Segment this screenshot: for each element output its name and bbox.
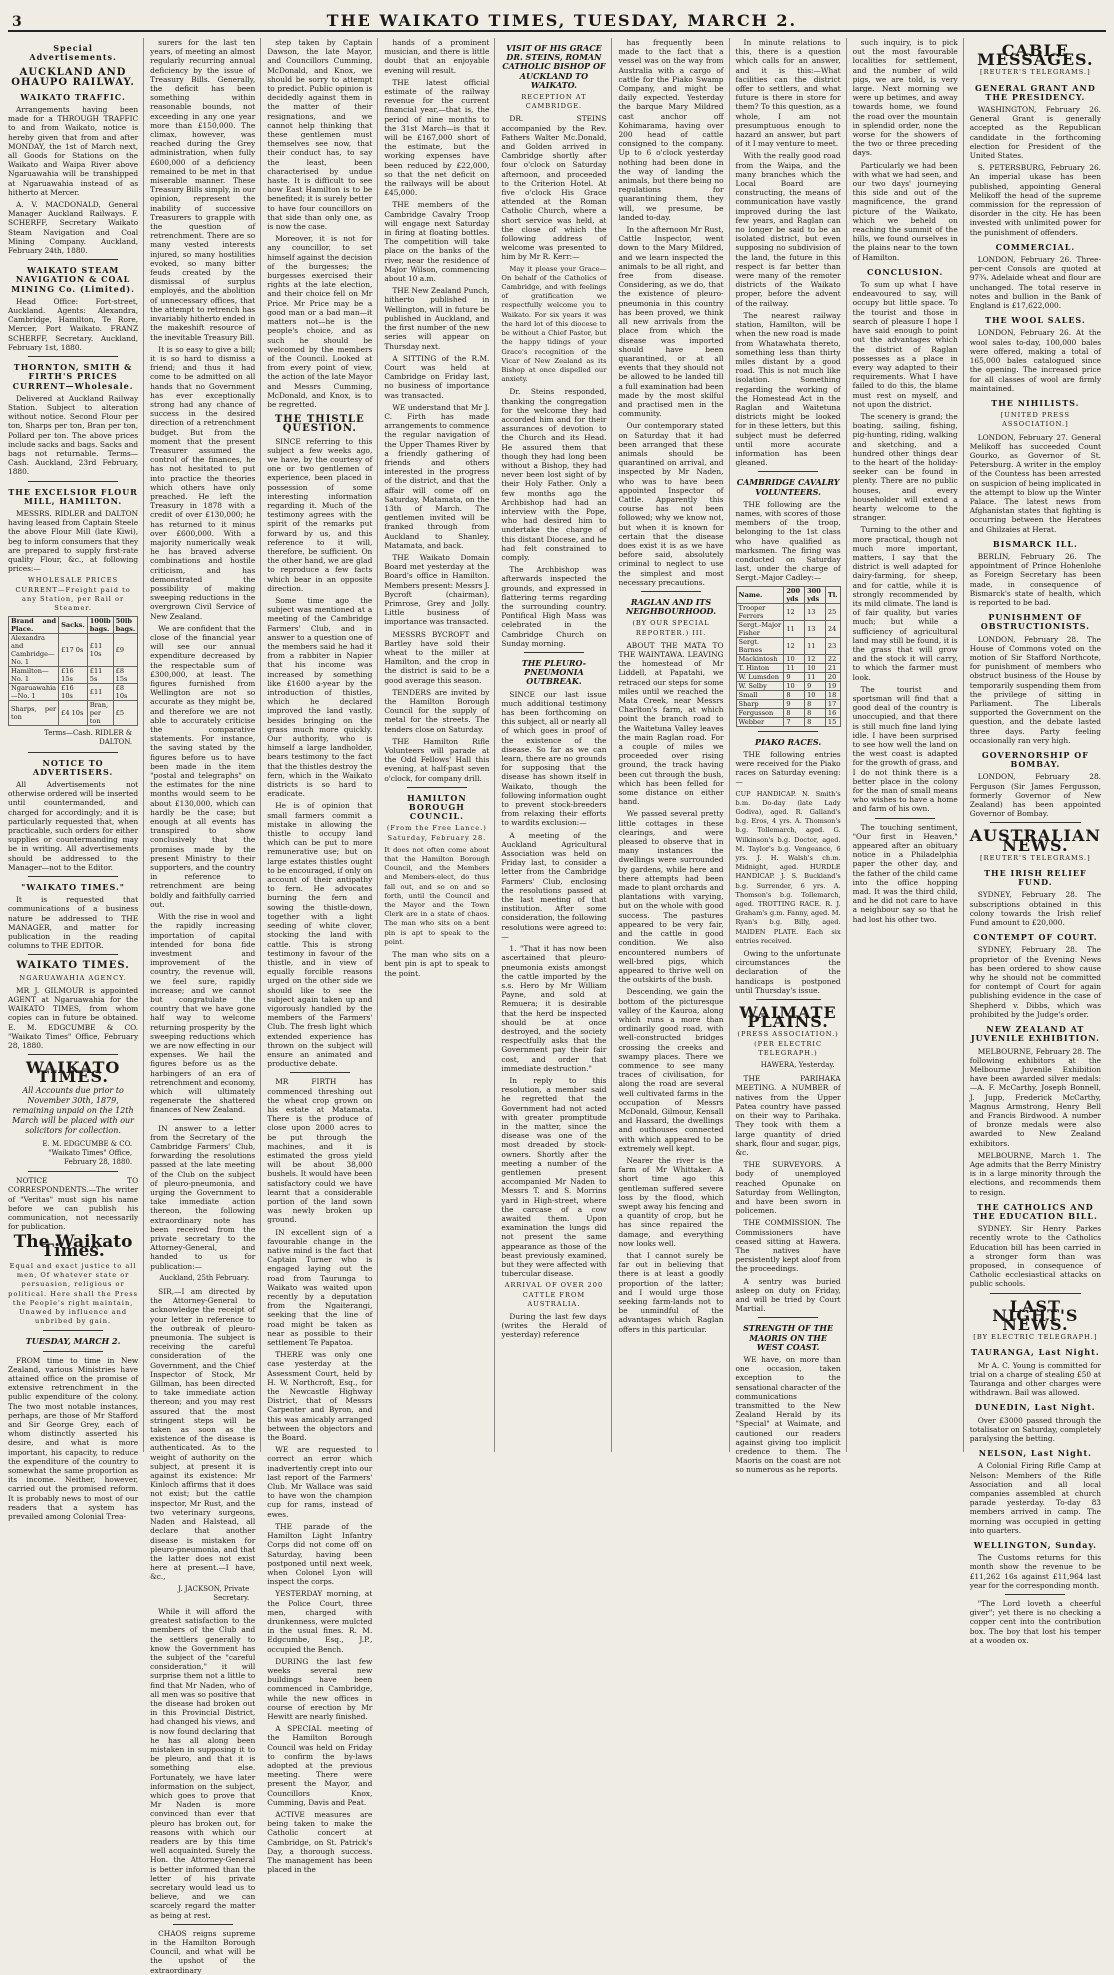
article-paragraph: WE have, on more than one occasion, taken exception to the sensational character of the communications transmitted to the New Zealand Herald by its "Special" at Waimate, and cautioned our readers against giving too implicit credence to them. The Maoris on the coast are not so numerous as he reports. xyxy=(735,1354,841,1475)
table-row xyxy=(9,634,138,667)
table-cell: 18 xyxy=(825,690,840,699)
news-note: THE parade of the Hamilton Light Infantry Corps did not come off on Saturday, having been postponed until next week, when Colonel Lyon will inspect the corps. xyxy=(267,1521,373,1587)
price-table-header xyxy=(9,617,138,634)
article-paragraph: To sum up what I have endeavoured to say, will occupy but little space. To the tourist and those in search of pleasure I hope I have said enough to point out the advantages which the district of Raglan possesses as a place in every way adapted to their requirements. What I have failed to do this, the blame must rest on myself, and not upon the district. xyxy=(852,280,958,409)
divider xyxy=(756,999,821,1000)
article-paragraph: In reply to this resolution, a member said he regretted that the Government had not acted with greater promptitude in the matter, since the disease was one of the most dreaded by stock-owners. Shortly after the meeting a number of the gentlemen present accompanied Mr Naden to Messrs T. and S. Morrins yard in High-street, where the carcase of a cow awaited them. Upon examination the lungs did not present the same appearance as those of the beast previously examined, but they were affected with tubercular disease. xyxy=(501,1075,607,1279)
article-paragraph: A meeting of the Auckland Agricultural Association was held on Friday last, to consider a letter from the Cambridge Farmers' Club, enclosing the resolutions passed at the last meeting of that institution. After some consideration, the following resolutions were agreed to:— xyxy=(501,830,607,941)
table-header-cell: Sacks. xyxy=(59,617,88,634)
news-note: THE Waikato Domain Board met yesterday at the Board's office in Hamilton. Members present: Messrs J. Bycroft (chairman), Primrose, Grey and Jolly. Little business of importance was transacted. xyxy=(384,552,490,627)
obstruction-heading: PUNISHMENT OF OBSTRUCTIONISTS. xyxy=(980,612,1090,632)
letter-date: Auckland, 25th February. xyxy=(159,1273,250,1282)
pleuro-heading: THE PLEURO-PNEUMONIA OUTBREAK. xyxy=(521,658,587,687)
nihilists-heading: THE NIHILISTS. xyxy=(991,397,1080,408)
cavalry-score-table xyxy=(736,586,841,727)
table-cell: Small xyxy=(736,690,784,699)
divider xyxy=(28,259,118,260)
cable-item: The Customs returns for this month show the revenue to be £11,262 16s against £11,964 last year for the corresponding month. xyxy=(969,1553,1102,1590)
table-row xyxy=(736,681,840,690)
excelsior-heading: THE EXCELSIOR FLOUR MILL, HAMILTON. xyxy=(8,486,138,506)
news-note: hands of a prominent musician, and there is little doubt that an enjoyable evening will result. xyxy=(384,38,490,75)
visit-subheading: RECEPTION AT CAMBRIDGE. xyxy=(521,93,587,111)
accounts-signature: E. M. EDGCUMBE & CO. "Waikato Times" Office, February 28, 1880. xyxy=(42,1139,133,1167)
contempt-heading: CONTEMPT OF COURT. xyxy=(973,932,1098,943)
article-paragraph: With the rise in wool and the rapidly increasing importation of capital intended for bona fide investment and improvement of the country, the revenue will, we feel sure, rapidly increase; and we cannot but congratulate the country that we have gone half way to welcome returning prosperity by the sweeping reductions which we are now effecting in our expenses. We hail the figures before us as the harbingers of an era of retrenchment and economy, which will ultimately regenerate the shattered finances of New Zealand. xyxy=(150,912,256,1115)
article-paragraph: THE following entries were received for the Piako races on Saturday evening:— xyxy=(735,749,841,787)
article-paragraph: Descending, we gain the bottom of the picturesque valley of the Kauroa, along which runs a more than ordinarily good road, with well-constructed bridges crossing the creeks and swampy places. There we commence to see many traces of civilisation, for along the road are several well cultivated farms in the occupation of Messrs McDonald, Gilmour, Kensall and Hassard, the dwellings and outhouses connected with which appeared to be extremely well kept. xyxy=(618,987,724,1153)
article-paragraph: has frequently been made to the fact that a vessel was on the way from Australia with a cargo of cattle for the Piako Swamp Company, and might be daily expected. Yesterday the barque Mary Mildred cast anchor off Kohimarama, having over 200 head of cattle consigned to the company. Up to 6 o'clock yesterday nothing had been done in the way of landing the animals, but there being no regulations for quarantining them, they will, we presume, be landed to-day. xyxy=(618,38,724,222)
table-cell: 25 xyxy=(825,603,840,620)
bismarck-heading: BISMARCK ILL. xyxy=(992,538,1078,549)
table-header-cell: 300 yds xyxy=(805,586,826,603)
article-paragraph: THE SURVEYORS. A body of unemployed reached Opunake on Saturday from Wellington, and have been sworn in policemen. xyxy=(735,1160,841,1216)
table-cell: 21 xyxy=(825,663,840,672)
article-paragraph: The Archbishop was afterwards inspected the grounds, and expressed in flattering terms regarding the surrounding country. Pontifical High Mass was celebrated in the Cambridge Church on Sunday morning. xyxy=(501,565,607,648)
wellington-heading: WELLINGTON, Sunday. xyxy=(973,1540,1097,1551)
table-cell: £8 10s xyxy=(113,684,138,701)
table-cell: T. Hinton xyxy=(736,663,784,672)
divider xyxy=(990,822,1081,823)
table-cell: £11 5s xyxy=(87,667,113,684)
column-4 xyxy=(384,38,495,1452)
article-paragraph: ABOUT THE MATA TO THE WAINTAWA. LEAVING the homestead of Mr Liddell, at Papatahi, we retraced our steps for some miles until we reached the Mata Creek, near Messrs Charlton's farm, at which point the branch road to the Waitetuna Valley leaves the main Raglan road. For a couple of miles we proceeded over rising ground, the track having been cut through the bush, which has been felled for some distance on either hand. xyxy=(618,640,724,807)
table-row xyxy=(736,620,840,637)
nihilists-subheading: [UNITED PRESS ASSOCIATION.] xyxy=(1000,411,1070,429)
table-cell: 9 xyxy=(805,681,826,690)
divider xyxy=(28,356,118,357)
table-cell: 19 xyxy=(825,681,840,690)
article-paragraph: In minute relations to this, there is a question which calls for an answer, and it is this:—What facilities can the district offer to settlers, and what future is there in store for them? To this question, as a whole, I am not presumptuous enough to hazard an answer, but part of it I may venture to meet. xyxy=(735,38,841,149)
divider xyxy=(28,1054,118,1055)
news-note: MR FIRTH has commenced threshing out the wheat crop grown on his estate at Matamata. There is the produce of close upon 2000 acres to be put through the machines, and it is estimated the gross yield will be about 38,000 bushels. It would have been satisfactory could we have learnt that a considerable portion of the land sown was newly broken up ground. xyxy=(267,1077,373,1225)
waimate-heading: WAIMATE PLAINS. xyxy=(739,1003,837,1032)
cable-item: BERLIN, February 26. The appointment of Prince Hohenlohe as Foreign Secretary has been made, in consequence of Bismarck's state of health, which is reported to be bad. xyxy=(969,551,1102,607)
divider xyxy=(43,1330,103,1331)
divider xyxy=(28,876,118,877)
cable-item: MELBOURNE, March 1. The Age admits that the Berry Ministry is in a large minority through the elections, and recommends them to resign. xyxy=(969,1150,1102,1197)
table-row xyxy=(736,637,840,654)
masthead-title: THE WAIKATO TIMES, TUESDAY, MARCH 2. xyxy=(326,11,798,30)
divider xyxy=(28,752,118,753)
table-cell: Webber xyxy=(736,717,784,726)
race-entries: CUP HANDICAP. N. Smith's b.m. Do-day (late Lady Godiva), aged. R. Galland's b.g. Eros, 4 yrs. A. Thomson's b.g. Tollemarch, aged. G. Wilkinson's b.g. Doctor, aged. M. Taylor's b.g. Vengeance, 6 yrs. J. H. Walsh's ch.m. Midnight, aged. HURDLE HANDICAP. J. S. Buckland's b.g. Surrender, 6 yrs. A. Thomson's b.g. Tollemarch, aged. TROTTING RACE. R. J. Graham's g.m. Fanny, aged. M. Ryan's b.g. Billy, aged. MAIDEN PLATE. Each six entries received. xyxy=(735,789,841,945)
column-1 xyxy=(8,38,144,1521)
news-note: IN excellent sign of a favourable change in the native mind is the fact that Captain Turner who is engaged laying out the road from Taurunga to Waikato was waited upon recently by a deputation from the Ngaiterangi, seeking that the line of road might be taken as near as possible to their settlement Te Papatoa. xyxy=(267,1227,373,1348)
table-row xyxy=(736,672,840,681)
article-paragraph: DR. STEINS accompanied by the Rev. Fathers Walter Mc.Donald, and Golden arrived in Cambridge shortly after four o'clock on Saturday afternoon, and proceeded to the Criterion Hotel. At five o'clock His Grace attended at the Roman Catholic Church, where a short service was held, at the close of which the following address of welcome was presented to him by Mr R. Kerr:— xyxy=(501,114,607,262)
divider xyxy=(641,591,701,592)
divider xyxy=(758,471,818,472)
page-number: 3 xyxy=(12,14,22,30)
table-cell: Fergusson xyxy=(736,708,784,717)
divider xyxy=(875,818,935,819)
strength-heading: STRENGTH OF THE MAORIS ON THE WEST COAST. xyxy=(743,1323,834,1352)
table-cell: Mackintosh xyxy=(736,654,784,663)
table-header-cell: Name. xyxy=(736,586,784,603)
table-header-cell: Brand and Place. xyxy=(9,617,59,634)
waimate-subheading: (PRESS ASSOCIATION.) (PER ELECTRIC TELEGRAPH.) xyxy=(737,1030,839,1057)
table-cell: £11 10s xyxy=(87,634,113,667)
thornton-notice: Delivered at Auckland Railway Station. Subject to alteration without notice. Second Flour per ton, Sharps per ton, Bran per ton, Pollard per ton. The above prices include sacks and bags. Sacks and bags not returnable. Terms—Cash. Auckland, 23rd February, 1880. xyxy=(8,393,139,477)
divider xyxy=(28,1171,118,1172)
news-note: The man who sits on a bent pin is apt to speak to the point. xyxy=(384,950,490,978)
table-cell: 20 xyxy=(825,672,840,681)
raglan-subheading: (BY OUR SPECIAL REPORTER.) III. xyxy=(632,619,710,637)
date-heading: TUESDAY, MARCH 2. xyxy=(25,1336,121,1347)
article-paragraph: With the really good road from the Waipa, and the many branches which the Local Board are constructing, the means of communication have vastly improved during the last few years, and Raglan can no longer be said to be an isolated district, but even supposing no subdivision of the land, the future in this respect is far better than were many of the remoter districts of the Waikato proper, before the advent of the railway. xyxy=(735,151,841,308)
article-paragraph: It is so easy to give a bill; it is so hard to dismiss a friend; and thus it had come to be admitted on all hands that no Government has ever exceptionally strong had any chance of success in the desired direction of a retrenchment budget. But from the moment that the present Treasurer assumed the control of the finances, he has not hesitated to put into practice the theories which others have only preached. He left the Treasury in 1878 with a credit of over £130,000; he has returned to it minus over £600,000. With a majority numerically weak he has braved adverse combinations and hostile criticism, and has demonstrated the possibility of making sweeping reductions in the overgrown Civil Service of New Zealand. xyxy=(150,344,256,621)
cable-item: LONDON, February 26. At the wool sales to-day, 100,000 bales were offered, making a total of 165,000 bales catalogued since the opening. The increased price for all classes of wool are firmly maintained. xyxy=(969,328,1102,393)
table-row xyxy=(9,701,138,726)
table-cell: £17 0s xyxy=(59,634,88,667)
news-note: ACTIVE measures are being taken to make the Catholic concert at Cambridge, on St. Patrick's Day, a thorough success. The management has been placed in the xyxy=(267,1809,373,1875)
last-night-heading: LAST NIGHT'S NEWS. xyxy=(992,1296,1079,1334)
table-cell: £16 10s xyxy=(59,684,88,701)
news-note: TENDERS are invited by the Hamilton Borough Council for the supply of metal for the streets. The tenders close on Saturday. xyxy=(384,687,490,734)
article-paragraph: Our contemporary stated on Saturday that it had been arranged that these animals should be quarantined on arrival, and inspected by Mr Naden, who was to have been appointed Inspector of Cattle. Apparently this course has not been followed; why we know not, but when it is known for certain that the disease does exist it is as we have before said, absolutely criminal to neglect to use the simplest and most necessary precautions. xyxy=(618,421,724,587)
article-paragraph: Moreover, it is not for any councillor, to set himself against the decision of the burgesses; the burgesses exercised their rights at the late election, and their choice fell on Mr Price. Mr Price may be a good man or a bad man—it matters not—he is the people's choice, and as such he should be welcomed by the members of the Council. Looked at from every point of view, the action of the late Mayor and Messrs Cumming, McDonald, and Knox, is to be regretted. xyxy=(267,234,373,409)
column-6 xyxy=(618,38,729,1452)
council-heading: HAMILTON BOROUGH COUNCIL. xyxy=(407,792,467,822)
railway-heading: AUCKLAND AND OHAUPO RAILWAY. xyxy=(11,67,135,88)
bombay-heading: GOVERNORSHIP OF BOMBAY. xyxy=(981,750,1089,770)
table-cell: 15 xyxy=(825,717,840,726)
cable-item: SYDNEY. Sir Henry Parkes recently wrote to the Catholics Education bill has been carried in a stronger form than was proposed, in consequence of Catholic ecclesiastical attacks on public schools. xyxy=(969,1224,1102,1289)
table-cell: £4 10s xyxy=(59,701,88,726)
article-paragraph: He is of opinion that small farmers commit a mistake in allowing the thistle to occupy land which can be put to more remunerative use; but on large estates thistles ought to be encouraged, if only on account of their antipathy to fern. He advocates burning the fern and sowing the thistle-down, together with a light seeding of white clover, stocking the land with cattle. This is strong testimony in favour of the thistle, and in view of equally forcible reasons urged on the other side we should like to see the subject again taken up and vigorously handled by the members of the Farmers' Club. The fresh light which extended experience has thrown on the subject will ensure an animated and productive debate. xyxy=(267,801,373,1069)
australian-news-subheading: [REUTER'S TELEGRAMS.] xyxy=(980,853,1091,862)
table-cell: 13 xyxy=(805,603,826,620)
column-2 xyxy=(150,38,261,1975)
table-cell: 12 xyxy=(784,637,805,654)
news-note: A SPECIAL meeting of the Hamilton Borough Council was held on Friday to confirm the by-laws adopted at the previous meeting. There were present the Mayor, and Councillors Knox, Cumming, Davis and Peat. xyxy=(267,1724,373,1807)
table-header-cell: 200 yds xyxy=(784,586,805,603)
council-subheading: (From the Free Lance.) Saturday, February 28. xyxy=(386,824,487,842)
cable-item: MELBOURNE, February 28. The following exhibitors at the Melbourne Juvenile Exhibition have been awarded silver medals:—A. F. McCarthy, Joseph Bonnell, J. Jupp, Frederick McCarthy, Magnus Armstrong, Henry Bell and Francis Birdwood. A number of bronze medals were also awarded to New Zealand exhibitors. xyxy=(969,1046,1102,1148)
table-cell: Sharp xyxy=(736,699,784,708)
thistle-heading: THE THISTLE QUESTION. xyxy=(274,414,365,435)
letter-signature: J. JACKSON, Private Secretary. xyxy=(178,1584,250,1602)
table-cell: 12 xyxy=(784,603,805,620)
table-cell: Sergt.-Major Fisher xyxy=(736,620,784,637)
letter-text: SIR,—I am directed by the Attorney-General to acknowledge the receipt of your letter in reference to the outbreak of pleuro-pneumonia. The subject is receiving the careful consideration of the Government, and the Chief Inspector of Stock, Mr Gillman, has been directed to take immediate action thereon; and you may rest assured that the most stringent steps will be taken as soon as the existence of the disease is authenticated. As to the weight of authority on the subject, at present it is against its existence: Mr Kinloch affirms that it does not exist; but the cattle inspector, Mr Rust, and the two veterinary surgeons, Naden and Halstead, all declare that another disease is mistaken for pleuro-pneumonia, and that the latter does not exist here at present.—I have, &c., xyxy=(150,1287,256,1582)
cable-item: LONDON, February 27. General Melikoff has succeeded Count Gourko, as Governor of St. Petersburg. A writer in the employ of the Countess has been arrested on suspicion of being implicated in the attempt to blow up the Winter Palace. The latest news from Afghanistan states that fighting is occurring between the Heratees and Ghilzaies at Herat. xyxy=(969,432,1102,534)
article-paragraph: THE following are the names, with scores of those members of the troop, belonging to the 1st class who have qualified as marksmen. The firing was conducted on Saturday last, under the charge of Sergt.-Major Cadley:— xyxy=(735,499,841,583)
table-row xyxy=(736,699,840,708)
article-paragraph: We are confident that the close of the financial year will see our annual expenditure decreased by the respectable sum of £300,000, at least. The figures furnished from Wellington are not so accurate as they might be, and therefore we are not able to accurately criticise the comparative statements. For instance, the saving stated by the figures before us to have been made in the item "postal and telegraphs" on the estimates for the nine months would seem to be about £130,000, which can hardly be the case; but enough at all events has transpired to show conclusively that the promises made by the present Ministry to their supporters, and the country in reference to retrenchment are being boldly and faithfully carried out. xyxy=(150,623,256,909)
table-cell: Bran, per ton xyxy=(87,701,113,726)
notice-advertisers-text: All Advertisements not otherwise ordered will be inserted until countermanded, and charged for accordingly; and it is particularly requested that, when practicable, such orders for either supplies or countermanding may be in writing. All advertisements should be addressed to the Manager—not to the Editor. xyxy=(8,779,139,872)
table-cell: 8 xyxy=(784,708,805,717)
table-row xyxy=(736,717,840,726)
article-paragraph: Particularly we had been with what we had seen, and our two days' journeying this side and out of the magnificence, the grand picture of the Waikato, which we beheld on reaching the summit of the hills, we found ourselves in the plains near to the town of Hamilton. xyxy=(852,160,958,262)
article-paragraph: While it will afford the greatest satisfaction to the members of the Club and the settlers generally to know the Government has the subject of the "careful consideration," it will surprise them not a little to find that Mr Naden, who of all men was so positive that the disease had broken out in this Provincial District, had changed his views, and is now found declaring that he has all along been mistaken in supposing it to be pleuro, and that it is something else. Fortunately, we have later information on the subject, which goes to prove that Mr Naden is more convinced than ever that pleuro has broken out, for reasons with which our readers are by this time well acquainted. Surely the Hon. the Attorney-General is better informed than the letter of his private secretary would lead us to believe, and we can scarcely regard the matter as being at rest. xyxy=(150,1606,256,1920)
table-cell: Sharps, per ton xyxy=(9,701,59,726)
visit-heading: VISIT OF HIS GRACE DR. STEINS, ROMAN CATHOLIC BISHOP OF AUCKLAND TO WAIKATO. xyxy=(502,43,606,90)
cable-subheading: [REUTER'S TELEGRAMS.] xyxy=(980,68,1091,77)
news-note: THE members of the Cambridge Cavalry Troop will engage next Saturday in firing at floating bottles. The competition will take place on the banks of the river, near the residence of Major Wilson, commencing about 10 a.m. xyxy=(384,200,490,284)
table-cell: 11 xyxy=(805,672,826,681)
column-8 xyxy=(853,38,964,1452)
column-3 xyxy=(267,38,378,1875)
article-paragraph: The tourist and sportsman will find that a good deal of the country is unoccupied, and that there is still much fine land lying idle. I have been surprised to see how well the land on the west coast is adapted for the growth of grass, and I do not think there is a better place in the colony for the man of small means who wishes to have a home and farm of his own. xyxy=(852,684,958,814)
article-paragraph: SINCE referring to this subject a few weeks ago, we have, by the courtesy of one or two gentlemen of experience, been placed in possession of some interesting information regarding it. Much of the testimony agrees with the spirit of the remarks put forward by us, and this reference to it will, therefore, be sufficient. On the other hand, we are glad to reproduce a few facts which bear in an opposite direction. xyxy=(267,436,373,593)
table-header-cell: 100lb bags. xyxy=(87,617,113,634)
article-paragraph: During the last few days (writes the Herald of yesterday) reference xyxy=(501,1312,607,1340)
steam-nav-notice: Head Office: Fort-street, Auckland. Agents: Alexandra, Cambridge, Hamilton, Te Rore, Mercer, Port Waikato. FRANZ SCHERFF, Secretary. Auckland, February 1st, 1880. xyxy=(8,296,139,352)
grant-heading: GENERAL GRANT AND THE PRESIDENCY. xyxy=(974,82,1096,102)
table-cell: 17 xyxy=(825,699,840,708)
table-cell: 23 xyxy=(825,637,840,654)
news-note: DURING the last few weeks several new buildings have been commenced in Cambridge, while the new offices in course of erection by Mr Hewitt are nearly finished. xyxy=(267,1656,373,1721)
tauranga-heading: TAURANGA, Last Night. xyxy=(971,1347,1100,1358)
table-cell: 11 xyxy=(784,620,805,637)
table-row xyxy=(736,708,840,717)
dunedin-heading: DUNEDIN, Last Night. xyxy=(975,1402,1096,1413)
article-paragraph: CHAOS reigns supreme in the Hamilton Borough Council, and what will be the upshot of the extraordinary xyxy=(150,1928,256,1975)
news-note: WE understand that Mr J. C. Firth has made arrangements to commence the regular navigation of the Upper Thames River by a friendly gathering of friends and others interested in the progress of the district, and that the affair will come off on Saturday, Matamata, on the 13th of March. The gentlemen invited will be franked through from Auckland to Shanley, Matamata, and back. xyxy=(384,402,490,550)
divider xyxy=(173,1924,233,1925)
divider xyxy=(43,1351,103,1352)
exhibition-heading: NEW ZEALAND AT JUVENILE EXHIBITION. xyxy=(970,1024,1100,1044)
table-cell: Sergt. Barnes xyxy=(736,637,784,654)
divider xyxy=(524,652,584,653)
newspaper-motto: Equal and exact justice to all men, Of whatever state or persuasion, religious or political. Here shall the Press the People's right maintain, Unawed by influence and unbribed by gain. xyxy=(8,1261,139,1326)
nelson-heading: NELSON, Last Night. xyxy=(978,1448,1092,1459)
article-paragraph: The nearest railway station, Hamilton, will be when the new road is made from Whatawhata thereto, something less than thirty miles distant by a good road. This is not much like isolation. Something regarding the working of the Homestead Act in the Raglan and Waitetuna districts might be looked for in these letters, but this subject must be deferred until more accurate information has been gleaned. xyxy=(735,310,841,468)
article-paragraph: SINCE our last issue much additional testimony has been forthcoming on this subject, all or nearly all of which goes in proof of the existence of the disease. So far as we can learn, there are no grounds for supposing that the disease has shown itself in Waikato, though the following information ought to prevent stock-breeders from relaxing their efforts to wardits exclusion:— xyxy=(501,689,607,828)
cable-item: WASHINGTON, February 26. General Grant is generally accepted as the Republican candidate in the forthcoming election for President of the United States. xyxy=(969,105,1102,161)
article-paragraph: surers for the last ten years, of meeting an almost regularly recurring annual deficiency by the issue of Treasury Bills. Generally, the deficit has been something within reasonable bounds, not exceeding in any one year more than £150,000. The climax, however, was reached during the Grey administration, when fully £600,000 of a deficiency remained to be met in that miserable manner. These Treasury Bills simply, in our opinion, represent the inability of successive Treasurers to grapple with the question of retrenchment. There are so many vested interests injured, so many hostilities evoked, so many bitter feuds created by the dismissal of surplus employés, and the abolition of unnecessary offices, that the attempt to retrench has invariably hitherto ended in the makeshift resource of the inevitable Treasury Bill. xyxy=(150,38,256,342)
correspondents-notice: NOTICE TO CORRESPONDENTS.—The writer of "Veritas" must sign his name before we can publish his communication, not necessarily for publication. xyxy=(8,1176,139,1232)
divider xyxy=(758,731,818,732)
table-row xyxy=(736,663,840,672)
table-cell: Trooper Ferrers xyxy=(736,603,784,620)
raglan-heading: RAGLAN AND ITS NEIGHBOURHOOD. xyxy=(626,596,716,617)
table-cell: 10 xyxy=(805,663,826,672)
cable-item: LONDON, February 28. Ferguson (Sir James Fergusson, formerly Governor of New Zealand) has been appointed Governor of Bombay. xyxy=(969,772,1102,819)
table-cell: 9 xyxy=(784,672,805,681)
table-cell: W. Lumsden xyxy=(736,672,784,681)
article-paragraph: step taken by Captain Dawson, the late Mayor, and Councillors Cumming, McDonald, and Knox, we should be sorry to attempt to predict. Public opinion is decidedly against them in the matter of their resignations, and we cannot help thinking that these gentlemen must themselves see now, that their conduct has, to say the least, been characterised by undue haste. It is difficult to see how East Hamilton is to be benefited; it is surely better to have four councillors on that side than only one, as is now the case. xyxy=(267,38,373,232)
table-cell: £11 xyxy=(87,684,113,701)
cable-item: S. PETERSBURG, February 26. An imperial ukase has been published, appointing General Melikoff the head of the supreme commission for the repression of disorder in the city. He has been invested with unlimited power for the punishment of offenders. xyxy=(969,163,1102,237)
australian-news-heading: AUSTRALIAN NEWS. xyxy=(969,826,1102,855)
news-note: THE Hamilton Rifle Volunteers will parade at the Odd Fellows' Hall this evening, at half-past seven o'clock, for company drill. xyxy=(384,736,490,783)
news-note: THE latest official estimate of the railway revenue for the current financial year,—that is, the period of nine months to the 31st March—is that it will be £167,000 short of the estimate, but the working expenses have been reduced by £22,000, so that the net deficit on the railways will be about £45,000. xyxy=(384,77,490,198)
article-paragraph: THE PARIHAKA MEETING. A NUMBER of natives from the Upper Patea country have passed on their way to Parihaka. They took with them a large quantity of dried shark, flour and sugar, pigs, &c. xyxy=(735,1074,841,1157)
table-cell: 10 xyxy=(784,654,805,663)
columns xyxy=(8,38,1106,1975)
news-note: THERE was only one case yesterday at the Assessment Court, held by H. W. Northcroft, Esq., for the Newcastle Highway District, that of Messrs Carpenter and Byron, and this was amicably arranged between the objectors and the Board. xyxy=(267,1350,373,1443)
cable-item: LONDON, February 26. Three-per-cent Consols are quoted at 97¾. Adelaide wheat and flour are unchanged. The total reserve in notes and bullion in the Bank of England is £17,622,000. xyxy=(969,255,1102,311)
agency-heading: WAIKATO TIMES. xyxy=(16,960,130,972)
divider xyxy=(28,954,118,955)
cable-item: A Colonial Firing Rifle Camp at Nelson: Members of the Rifle Association and all local companies assembled at church parade yesterday. To-day 83 members arrived in camp. The morning was occupied in getting into quarters. xyxy=(969,1461,1102,1535)
cable-heading: CABLE MESSAGES. xyxy=(977,41,1094,70)
table-cell: 10 xyxy=(784,681,805,690)
table-cell: W. Selby xyxy=(736,681,784,690)
table-cell: 8 xyxy=(805,699,826,708)
price-table-signature: Terms—Cash. RIDLER & DALTON. xyxy=(44,729,133,747)
news-note: YESTERDAY morning, at the Police Court, three men, charged with drunkenness, were mulcted in the usual fines. R. M. Edgcumbe, Esq., J.P., occupied the Bench. xyxy=(267,1589,373,1654)
table-row xyxy=(736,603,840,620)
commercial-heading: COMMERCIAL. xyxy=(995,241,1076,252)
table-cell: £5 xyxy=(113,701,138,726)
conclusion-heading: CONCLUSION. xyxy=(867,266,944,277)
waikato-times-heading: WAIKATO TIMES. xyxy=(25,1058,121,1087)
table-cell: Hamilton—No. 1 xyxy=(9,667,59,684)
column-9 xyxy=(969,38,1106,1645)
divider xyxy=(758,1317,818,1318)
cable-item: LONDON, February 28. The House of Commons voted on the motion of Sir Stafford Northcote, for punishment of members who obstruct business of the House by temporarily suspending them from the privilege of sitting in Parliament. The Liberals supported the Government on the question, and the debate lasted three days. Party feeling occasionally ran very high. xyxy=(969,634,1102,745)
wool-heading: THE WOOL SALES. xyxy=(985,315,1086,326)
cable-item: Mr A. C. Young is committed for trial on a charge of stealing £50 at Tauranga and other charges were withdrawn. Bail was allowed. xyxy=(969,1360,1102,1398)
table-cell: £9 xyxy=(113,634,138,667)
table-cell: 8 xyxy=(805,717,826,726)
column-7 xyxy=(735,38,847,1475)
last-night-subheading: [BY ELECTRIC TELEGRAPH.] xyxy=(973,1333,1098,1342)
article-paragraph: that I cannot surely be far out in believing that there is at least a goodly proportion of the latter; and I would urge those seeking farm-lands not to be unmindful of the advantages which Raglan offers in this particular. xyxy=(618,1251,724,1334)
special-ads-heading: Special Advertisements. xyxy=(29,43,117,63)
steam-nav-heading: WAIKATO STEAM NAVIGATION & COAL MINING Co. (Limited). xyxy=(11,265,135,294)
table-header-cell: 50lb bags. xyxy=(113,617,138,634)
article-paragraph: May it please your Grace—On behalf of the Catholics of Cambridge, and with feelings of gratification we respectfully welcome you to Waikato. For six years it was the hard lot of this diocese to be without a Chief Pastor, but the happy tidings of your Grace's recognition of the Vicar of New Zealand as its Bishop at once dispelled our anxiety. xyxy=(501,264,607,384)
news-note: WE are requested to correct an error which inadvertently crept into our last report of the Farmers' Club. Mr Wallace was said to have won the champion cup for rams, instead of ewes. xyxy=(267,1445,373,1519)
masthead xyxy=(8,6,1106,32)
piako-heading: PIAKO RACES. xyxy=(755,736,822,747)
council-verse: It does not often come about that the Hamilton Borough Council, and the Members and Members-elect, do thus fall out, and so on and so forth, until the Council and the Mayor and the Town Clerk are in a state of chaos. The man who sits on a bent pin is apt to speak to the point. xyxy=(384,845,490,946)
article-paragraph: In the afternoon Mr Rust, Cattle Inspector, went down to the Mary Mildred, and we learn inspected the animals to be all right, and free from disease. Considering, as we do, that the existence of pleuro-pneumonia in this country has been proved, we think all new arrivals from the place from which the disease was imported should have been quarantined, or at all events that they should not be allowed to be landed till a full examination had been made by the most skilful and practised men in the community. xyxy=(618,225,724,419)
table-cell: 11 xyxy=(805,637,826,654)
table-cell: 13 xyxy=(805,620,826,637)
article-paragraph: Nearer the river is the farm of Mr Whittaker. A short time ago this gentleman suffered severe loss by the flood, which swept away his fencing and a quantity of crop, but he has since repaired the damage, and everything now looks well. xyxy=(618,1155,724,1248)
article-paragraph: 1. "That it has now been ascertained that pleuro-pneumonia exists amongst the cattle imported by the s.s. Hero by Mr William Payne, and sold at Remuera; it is desirable that the herd be inspected should be at once destroyed, and the society respectfully asks that the Government pay their fair cost, and order that immediate destruction." xyxy=(501,944,607,1073)
article-paragraph: Dr. Steins responded, thanking the congregation for the welcome they had accorded him and for their assurances of devotion to the Church and its Head. He assured them that though they had long been without a Bishop, they had never been lost sight of by their Holy Father. Only a few months ago the Archbishop had had an interview with the Pope, who had desired him to undertake the charge of this distant Diocese, and he had felt constrained to comply. xyxy=(501,387,607,562)
excelsior-notice: MESSRS. RIDLER and DALTON having leased from Captain Steele the above Flour Mill (late Kiwi), beg to inform consumers that they are prepared to supply first-rate quality Flour, &c., at following prices:— xyxy=(8,508,139,574)
cable-item: "The Lord loveth a cheerful giver"; yet there is no checking a copper cent into the contribution box. The boy that lost his temper at a wooden ox. xyxy=(969,1599,1102,1645)
divider xyxy=(290,1072,350,1073)
table-cell: Ngaruawahia—No. 1 xyxy=(9,684,59,701)
article-paragraph: We passed several pretty little cottages in these clearings, and were pleased to observe that in many instances the dwellings were surrounded by gardens, while here and there attempts had been made to plant orchards and plantations with varying, but on the whole with good success. The pastures appeared to be very fair, and the cattle in good condition. We also encountered numbers of well-bred pigs, which appeared to thrive well on the outskirts of the bush. xyxy=(618,809,724,985)
accounts-notice: All Accounts due prior to November 30th, 1879, remaining unpaid on the 12th March will be placed with our solicitors for collection. xyxy=(12,1085,135,1135)
irish-heading: THE IRISH RELIEF FUND. xyxy=(984,868,1087,888)
cavalry-heading: CAMBRIDGE CAVALRY VOLUNTEERS. xyxy=(736,477,840,497)
wt-notice-heading: "WAIKATO TIMES." xyxy=(21,882,125,893)
table-cell: £8 15s xyxy=(113,667,138,684)
article-paragraph: such inquiry, is to pick out the most favourable localities for settlement, and the number of wild pigs, we are told, is very large. Next morning we were up betimes, and away towards home, we found the road over the mountain in splendid order, none the worse for the showers of the two or three preceding days. xyxy=(852,38,958,158)
table-cell: 11 xyxy=(784,663,805,672)
article-paragraph: Owing to the unfortunate circumstances the declaration of the handicaps is postponed until Thursday's issue. xyxy=(735,949,841,995)
divider xyxy=(407,787,467,788)
column-5 xyxy=(501,38,612,1452)
table-row xyxy=(736,690,840,699)
table-cell: 12 xyxy=(805,654,826,663)
price-table xyxy=(8,616,138,726)
editorial-text: FROM time to time in New Zealand, various Ministries have attained office on the promise of extensive retrenchment in the public expenditure of the colony. The two most notable instances, perhaps, are those of Mr Stafford and Sir George Grey, each of whom distinctly asserted his desire, and what is more important, his capacity, to reduce the expenditure of the country to somewhat the same proportion as its income. Neither, however, carried out the promised reform. It is probably news to most of our readers that a system has prevailed among Colonial Trea- xyxy=(8,1355,139,1521)
traffic-heading: WAIKATO TRAFFIC. xyxy=(20,91,126,102)
agency-text: MR J. GILMOUR is appointed AGENT at Ngaruawahia for the WAIKATO TIMES, from whom copies can in future be obtained. E. M. EDGCUMBE & CO. "Waikato Times" Office, February 28, 1880. xyxy=(8,985,139,1051)
table-cell: 24 xyxy=(825,620,840,637)
article-paragraph: THE COMMISSION. The Commissioners have ceased sitting at Hawera. The natives have persistently kept aloof from the proceedings. xyxy=(735,1218,841,1274)
arrival-heading: ARRIVAL OF OVER 200 CATTLE FROM AUSTRALIA. xyxy=(504,1281,604,1308)
thornton-heading: THORNTON, SMITH & FIRTH'S PRICES CURRENT—Wholesale. xyxy=(12,362,134,391)
cavalry-table-header xyxy=(736,586,840,603)
table-cell: £16 15s xyxy=(59,667,88,684)
agency-subheading: NGARUAWAHIA AGENCY. xyxy=(19,973,127,982)
table-header-cell: Tl. xyxy=(825,586,840,603)
article-paragraph: Turning to the other and more practical, though not much more important, matters, I say that the district is well adapted for dairy-farming, for sheep, and for cattle, while it is strongly recommended by its mild climate. The land is of fair quality, but varies much; but while a sufficiency of agricultural land may still be found, it is the grass that will grow and the stock it will carry, to which the farmer must look. xyxy=(852,525,958,682)
cable-item: Over £3000 passed through the totalisator on Saturday, completely paralysing the betting. xyxy=(969,1415,1102,1444)
notice-advertisers-heading: NOTICE TO ADVERTISERS. xyxy=(32,757,114,777)
traffic-signature: A. V. MACDONALD, General Manager Auckland Railways. F. SCHERFF, Secretary Waikato Steam Navigation and Coal Mining Company. Auckland, February 24th, 1880. xyxy=(8,200,139,256)
news-note: A SITTING of the R.M. Court was held at Cambridge on Friday last, no business of importance was transacted. xyxy=(384,353,490,400)
cable-item: SYDNEY, February 28. The proprietor of the Evening News has been ordered to show cause why he should not be committed for contempt of Court for again publishing evidence in the case of Shepherd v. Dibbs, which was prohibited by the Judge's order. xyxy=(969,945,1102,1019)
waimate-dateline: HAWERA, Yesterday. xyxy=(760,1061,835,1070)
wt-notice-text: It is requested that communications of a business nature be addressed to THE MANAGER, and matter for publication in the reading columns to THE EDITOR. xyxy=(8,895,139,951)
table-cell: 22 xyxy=(825,654,840,663)
table-cell: 10 xyxy=(805,690,826,699)
traffic-notice: Arrangements having been made for a THROUGH TRAFFIC to and from Waikato, notice is hereby given that from and after MONDAY, the 1st of March next, all Goods for Stations on the Waikato and Waipa River above Ngaruawahia will be transhipped at Ngaruawahia instead of as hitherto at Mercer. xyxy=(8,105,139,197)
table-cell: Alexandra and Cambridge—No. 1 xyxy=(9,634,59,667)
newspaper-nameplate: The Waikato Times. xyxy=(13,1231,133,1261)
divider xyxy=(1005,1594,1065,1595)
table-cell: 16 xyxy=(825,708,840,717)
article-paragraph: Some time ago the subject was mentioned at a meeting of the Cambridge Farmers' Club, and in answer to a question one of the members said he had it from a rabbiter in Napier that his income was increased by something like £1600 a-year by the introduction of thistles, which he declared improved the land vastly, besides bringing on the grass much more quickly. Our authority, who is himself a large landholder, bears testimony to the fact that the thistles destroy the fern, which in the Waikato districts is so hard to eradicate. xyxy=(267,595,373,799)
newspaper-page xyxy=(8,6,1106,1975)
table-row xyxy=(736,654,840,663)
table-cell: 8 xyxy=(784,690,805,699)
news-note: MESSRS BYCROFT and Bartley have sold their wheat to the miller at Hamilton, and the crop in the district is said to be a good average this season. xyxy=(384,629,490,685)
divider xyxy=(28,481,118,482)
table-cell: 9 xyxy=(784,699,805,708)
catholic-heading: THE CATHOLICS AND THE EDUCATION BILL. xyxy=(972,1201,1098,1221)
table-cell: 7 xyxy=(784,717,805,726)
price-table-heading: WHOLESALE PRICES CURRENT—Freight paid to any Station, per Rail or Steamer. xyxy=(15,576,131,612)
article-paragraph: The touching sentiment, "Our first in Heaven," appeared after an obituary notice in a Philadelphia paper the other day, and the father of the child came into the office hopping mad. It was the third child, and he did not care to have a neighbour say so that he had lost his other two. xyxy=(852,822,958,924)
cable-item: SYDNEY, February 28. The subscriptions obtained in this colony towards the Irish relief Fund amount to £20,000. xyxy=(969,890,1102,928)
news-note: THE New Zealand Punch, hitherto published in Wellington, will in future be published in Auckland, and the first number of the new series will appear on Thursday next. xyxy=(384,286,490,351)
divider xyxy=(173,1119,233,1120)
table-row xyxy=(9,667,138,684)
table-cell: 8 xyxy=(805,708,826,717)
article-paragraph: The scenery is grand; the boating, sailing, fishing, pig-hunting, riding, walking and sketching, and a hundred other things dear to the heart of the holiday-seeker can be found in plenty. There are no public houses, and every householder will extend a hearty welcome to the stranger. xyxy=(852,411,958,523)
article-paragraph: A sentry was buried asleep on duty on Friday, and will be tried by Court Martial. xyxy=(735,1276,841,1314)
divider xyxy=(990,1293,1081,1294)
table-row xyxy=(9,684,138,701)
article-paragraph: IN answer to a letter from the Secretary of the Cambridge Farmers' Club, forwarding the resolutions passed at the late meeting of the Club on the subject of pleuro-pneumonia, and urging the Government to take immediate action thereon, the following extraordinary note has been received from the private secretary to the Attorney-General, and handed to us for publication:— xyxy=(150,1123,256,1271)
